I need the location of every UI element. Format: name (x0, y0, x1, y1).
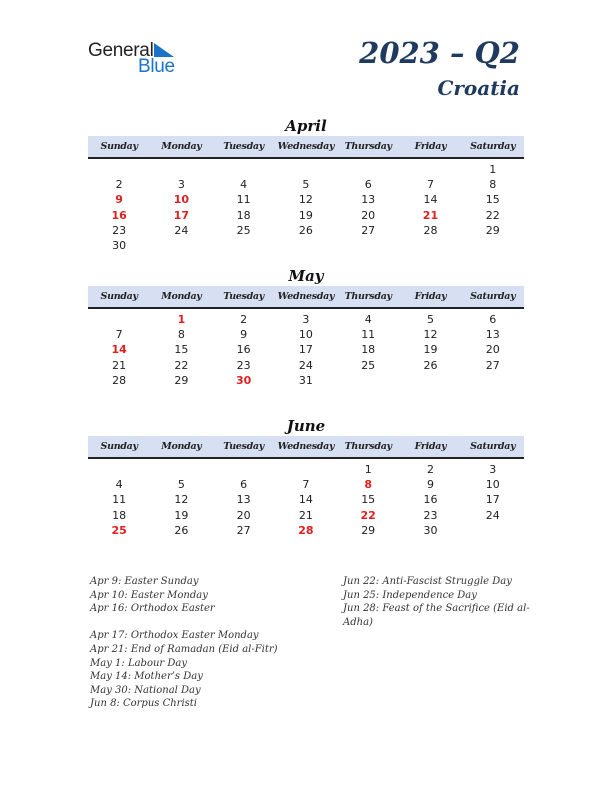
holiday-note: Apr 17: Orthodox Easter Monday (90, 630, 259, 642)
holiday-note: Apr 16: Orthodox Easter (90, 603, 215, 615)
day-cell: 2 (240, 313, 248, 326)
day-cell: 29 (485, 223, 500, 237)
day-cell: 17 (485, 493, 500, 507)
day-cell: 25 (236, 223, 251, 237)
empty-day-cell (399, 162, 461, 177)
weekday-label: Tuesday (223, 141, 265, 152)
day-cell: 12 (423, 328, 438, 342)
day-cell: 22 (485, 208, 500, 222)
day-cell: 19 (423, 343, 438, 357)
month-april (88, 116, 524, 253)
day-cell: 25 (361, 358, 376, 372)
holiday-note: May 14: Mother’s Day (90, 671, 203, 683)
day-cell: 18 (361, 343, 376, 357)
holiday-day-cell: 25 (111, 523, 127, 537)
day-cell: 18 (112, 508, 127, 522)
day-cell: 23 (112, 223, 127, 237)
day-cell: 10 (298, 328, 313, 342)
holiday-note: Jun 8: Corpus Christi (90, 698, 198, 710)
day-grid (88, 159, 524, 253)
page-title: 2023 – Q2 (359, 36, 520, 70)
day-cell: 19 (298, 208, 313, 222)
holiday-day-cell: 30 (236, 373, 252, 387)
day-cell: 24 (174, 223, 189, 237)
logo-general-text: General (88, 40, 154, 61)
holiday-day-cell: 16 (111, 208, 127, 222)
holiday-day-cell: 17 (173, 208, 190, 222)
day-cell: 30 (423, 523, 438, 537)
empty-day-cell (150, 162, 212, 177)
empty-day-cell (399, 373, 461, 388)
country-name: Croatia (437, 76, 520, 100)
day-cell: 24 (298, 358, 313, 372)
weekday-label: Saturday (470, 441, 516, 452)
weekday-label: Saturday (470, 141, 516, 152)
holiday-note: Apr 21: End of Ramadan (Eid al-Fitr) (90, 643, 278, 655)
day-cell: 12 (174, 493, 189, 507)
day-cell: 22 (174, 358, 189, 372)
holiday-day-cell: 10 (173, 193, 190, 207)
day-cell: 3 (302, 313, 310, 326)
day-cell: 6 (240, 478, 248, 492)
holiday-day-cell: 8 (364, 478, 373, 492)
day-cell: 4 (115, 478, 123, 492)
day-grid (88, 459, 524, 538)
empty-day-cell (213, 162, 275, 177)
day-cell: 26 (298, 223, 313, 237)
empty-day-cell (462, 523, 524, 538)
weekday-label: Monday (161, 441, 202, 452)
weekday-label: Sunday (100, 291, 138, 302)
empty-day-cell (213, 238, 275, 253)
holiday-note: May 30: National Day (90, 684, 201, 696)
holiday-note: Jun 22: Anti-Fascist Struggle Day (343, 576, 512, 587)
month-may (88, 266, 524, 388)
day-grid (88, 309, 524, 388)
holiday-day-cell: 9 (115, 193, 123, 207)
day-cell: 17 (298, 343, 313, 357)
day-cell: 15 (361, 493, 376, 507)
day-cell: 10 (485, 478, 500, 492)
holiday-notes-group-b (90, 629, 320, 711)
empty-day-cell (150, 462, 212, 477)
day-cell: 6 (364, 178, 372, 192)
day-cell: 13 (485, 328, 500, 342)
weekday-label: Thursday (344, 441, 392, 452)
day-cell: 11 (361, 328, 376, 342)
weekday-label: Tuesday (223, 291, 265, 302)
weekday-label: Thursday (344, 141, 392, 152)
month-june (88, 416, 524, 538)
empty-day-cell (88, 162, 150, 177)
holiday-day-cell: 22 (360, 508, 376, 522)
weekday-label: Thursday (344, 291, 392, 302)
notes-spacer (90, 616, 320, 630)
day-cell: 5 (426, 313, 434, 326)
day-cell: 27 (236, 523, 251, 537)
day-cell: 16 (423, 493, 438, 507)
holiday-notes-left (90, 575, 320, 711)
day-cell: 24 (485, 508, 500, 522)
day-cell: 14 (298, 493, 313, 507)
weekday-label: Wednesday (277, 441, 335, 452)
weekday-header (88, 136, 524, 159)
day-cell: 15 (485, 193, 500, 207)
weekday-header (88, 436, 524, 459)
day-cell: 13 (236, 493, 251, 507)
day-cell: 19 (174, 508, 189, 522)
day-cell: 30 (112, 238, 127, 252)
day-cell: 7 (426, 178, 434, 192)
empty-day-cell (337, 162, 399, 177)
empty-day-cell (399, 238, 461, 253)
empty-day-cell (88, 462, 150, 477)
empty-day-cell (213, 462, 275, 477)
day-cell: 15 (174, 343, 189, 357)
holiday-note: Jun 25: Independence Day (343, 589, 477, 601)
weekday-header (88, 286, 524, 309)
day-cell: 20 (485, 343, 500, 357)
weekday-label: Friday (414, 141, 447, 152)
day-cell: 21 (112, 358, 127, 372)
day-cell: 29 (174, 373, 189, 387)
empty-day-cell (150, 238, 212, 253)
day-cell: 28 (423, 223, 438, 237)
month-title: April (285, 117, 327, 135)
empty-day-cell (337, 373, 399, 388)
holiday-note: Apr 10: Easter Monday (90, 589, 208, 601)
day-cell: 8 (489, 178, 497, 192)
day-cell: 21 (298, 508, 313, 522)
day-cell: 5 (177, 478, 185, 492)
day-cell: 26 (423, 358, 438, 372)
holiday-day-cell: 14 (111, 343, 127, 357)
holiday-day-cell: 21 (422, 208, 439, 222)
day-cell: 18 (236, 208, 251, 222)
day-cell: 3 (177, 178, 185, 192)
empty-day-cell (275, 462, 337, 477)
holiday-day-cell: 28 (298, 523, 314, 537)
weekday-label: Friday (414, 441, 447, 452)
day-cell: 4 (240, 178, 248, 192)
day-cell: 9 (426, 478, 434, 492)
weekday-label: Saturday (470, 291, 516, 302)
day-cell: 3 (489, 463, 497, 476)
day-cell: 1 (489, 163, 497, 176)
day-cell: 7 (115, 328, 123, 342)
weekday-label: Sunday (100, 441, 138, 452)
holiday-notes-right (343, 575, 533, 629)
day-cell: 26 (174, 523, 189, 537)
empty-day-cell (275, 162, 337, 177)
weekday-label: Wednesday (277, 291, 335, 302)
day-cell: 2 (115, 178, 123, 192)
weekday-label: Friday (414, 291, 447, 302)
empty-day-cell (275, 238, 337, 253)
day-cell: 11 (112, 493, 127, 507)
empty-day-cell (462, 238, 524, 253)
holiday-notes-group-a (90, 575, 320, 616)
day-cell: 27 (485, 358, 500, 372)
day-cell: 12 (298, 193, 313, 207)
day-cell: 8 (177, 328, 185, 342)
weekday-label: Wednesday (277, 141, 335, 152)
weekday-label: Monday (161, 141, 202, 152)
day-cell: 5 (302, 178, 310, 192)
logo (88, 40, 188, 76)
day-cell: 7 (302, 478, 310, 492)
day-cell: 11 (236, 193, 251, 207)
holiday-day-cell: 1 (177, 313, 186, 326)
day-cell: 28 (112, 373, 127, 387)
logo-blue-text: Blue (138, 56, 175, 77)
day-cell: 29 (361, 523, 376, 537)
day-cell: 14 (423, 193, 438, 207)
holiday-note: Jun 28: Feast of the Sacrifice (Eid al-Adha) (343, 603, 530, 628)
day-cell: 27 (361, 223, 376, 237)
month-title: June (286, 417, 326, 435)
month-title: May (288, 267, 324, 285)
holiday-note: Apr 9: Easter Sunday (90, 576, 199, 587)
day-cell: 23 (236, 358, 251, 372)
weekday-label: Monday (161, 291, 202, 302)
empty-day-cell (337, 238, 399, 253)
day-cell: 1 (364, 463, 372, 476)
logo-triangle-icon (154, 43, 174, 57)
weekday-label: Sunday (100, 141, 138, 152)
empty-day-cell (88, 312, 150, 327)
day-cell: 20 (361, 208, 376, 222)
day-cell: 20 (236, 508, 251, 522)
day-cell: 23 (423, 508, 438, 522)
day-cell: 9 (240, 328, 248, 342)
day-cell: 13 (361, 193, 376, 207)
day-cell: 6 (489, 313, 497, 326)
empty-day-cell (462, 373, 524, 388)
day-cell: 4 (364, 313, 372, 326)
holiday-note: May 1: Labour Day (90, 657, 187, 669)
day-cell: 31 (298, 373, 313, 387)
weekday-label: Tuesday (223, 441, 265, 452)
day-cell: 2 (426, 463, 434, 476)
day-cell: 16 (236, 343, 251, 357)
